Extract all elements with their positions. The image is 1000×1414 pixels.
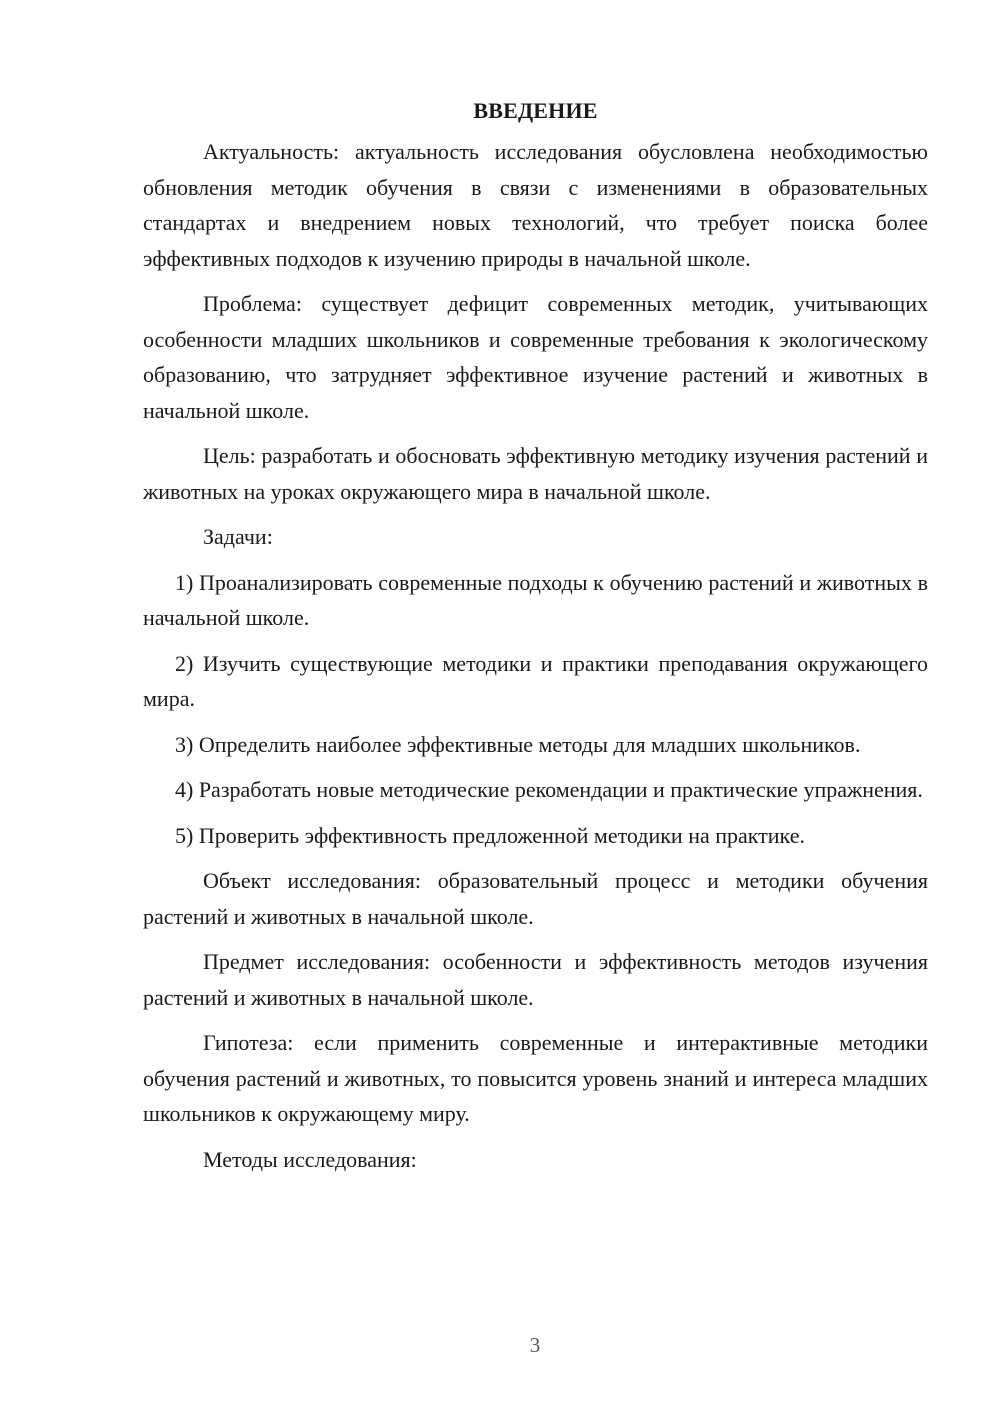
hypothesis-paragraph: Гипотеза: если применить современные и интерактивные методики обучения растений и животных, то повысится уровень знаний и интереса младших школьников к окружающему миру. — [143, 1030, 928, 1126]
object-paragraph: Объект исследования: образовательный процесс и методики обучения растений и животных в начальной школе. — [143, 868, 928, 929]
section-title: ВВЕДЕНИЕ — [473, 98, 598, 123]
problem-paragraph: Проблема: существует дефицит современных методик, учитывающих особенности младших школьников и современные требования к экологическому образованию, что затрудняет эффективное изучение растений и животных в начальной школе. — [143, 291, 928, 423]
document-page — [143, 93, 928, 1187]
task-item-3: 3) Определить наиболее эффективные методы для младших школьников. — [175, 731, 861, 757]
methods-heading: Методы исследования: — [203, 1146, 417, 1172]
page-number: 3 — [529, 1333, 541, 1357]
tasks-heading: Задачи: — [203, 524, 273, 549]
relevance-paragraph: Актуальность: актуальность исследования обусловлена необходимостью обновления методик обучения в связи с изменениями в образовательных стандартах и внедрением новых технологий, что требует поиска более эффективных подходов к изучению природы в начальной школе. — [143, 139, 928, 271]
subject-paragraph: Предмет исследования: особенности и эффективность методов изучения растений и животных в начальной школе. — [143, 949, 928, 1010]
task-item-5: 5) Проверить эффективность предложенной методики на практике. — [175, 822, 805, 848]
task-item-1: 1) Проанализировать современные подходы к обучению растений и животных в начальной школе. — [143, 569, 928, 630]
goal-paragraph: Цель: разработать и обосновать эффективную методику изучения растений и животных на уроках окружающего мира в начальной школе. — [143, 443, 928, 504]
task-item-4: 4) Разработать новые методические рекомендации и практические упражнения. — [175, 777, 923, 802]
task-item-2: 2) Изучить существующие методики и практики преподавания окружающего мира. — [143, 650, 928, 711]
